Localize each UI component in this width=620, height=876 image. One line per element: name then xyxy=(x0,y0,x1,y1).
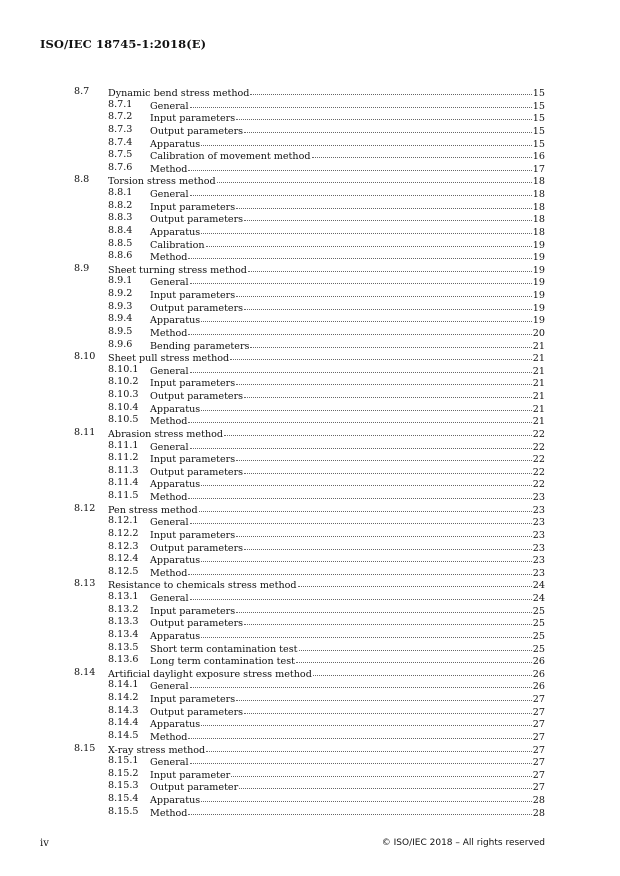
toc-entry-page: 21 xyxy=(532,378,545,390)
toc-entry-number: 8.12.3 xyxy=(108,540,139,552)
toc-entry-number: 8.9 xyxy=(74,262,90,274)
dot-leader xyxy=(298,577,532,587)
toc-entry-page: 25 xyxy=(532,605,545,617)
toc-entry-title: Output parameters xyxy=(150,302,244,314)
toc-entry-title: Input parameters xyxy=(150,454,236,466)
toc-entry-number: 8.14.1 xyxy=(108,679,139,691)
toc-entry-title: Method xyxy=(150,807,188,819)
toc-entry-title: General xyxy=(150,757,189,769)
toc-entry-title: Apparatus xyxy=(150,226,201,238)
toc-entry-number: 8.7.5 xyxy=(108,149,133,161)
toc-entry-title: Apparatus xyxy=(150,719,201,731)
toc-entry-number: 8.14.4 xyxy=(108,717,139,729)
toc-entry-title: Input parameter xyxy=(150,769,231,781)
toc-entry-page: 27 xyxy=(532,731,545,743)
toc-entry-title: Dynamic bend stress method xyxy=(108,88,250,99)
toc-entry-page: 18 xyxy=(532,189,545,200)
toc-entry-number: 8.13 xyxy=(74,578,96,590)
toc-entry-page: 21 xyxy=(532,403,545,415)
toc-entry-number: 8.8.6 xyxy=(108,250,133,262)
toc-entry-title: Method xyxy=(150,252,188,264)
toc-entry-title: General xyxy=(150,681,189,693)
dot-leader xyxy=(188,413,531,423)
toc-entry-page: 27 xyxy=(532,706,545,718)
toc-entry-title: Input parameters xyxy=(150,201,236,213)
toc-entry-page: 18 xyxy=(532,176,545,188)
toc-entry-number: 8.12.5 xyxy=(108,565,139,577)
dot-leader xyxy=(244,464,532,474)
toc-entry-number: 8.13.4 xyxy=(108,628,139,640)
toc-entry-number: 8.9.4 xyxy=(108,313,133,325)
dot-leader xyxy=(190,439,532,449)
toc-entry-page: 15 xyxy=(532,100,545,112)
dot-leader xyxy=(190,678,532,688)
dot-leader xyxy=(199,502,532,512)
toc-entry-page: 18 xyxy=(532,226,545,238)
toc-entry-title: Torsion stress method xyxy=(108,176,216,188)
toc-entry-number: 8.7.4 xyxy=(108,136,133,148)
toc-entry-title: General xyxy=(150,365,189,377)
toc-entry-title: Resistance to chemicals stress method xyxy=(108,580,297,592)
toc-entry-number: 8.12 xyxy=(74,502,96,514)
toc-entry-title: Short term contamination test xyxy=(150,643,298,655)
toc-entry-title: Bending parameters xyxy=(150,340,250,352)
toc-entry-title: Output parameters xyxy=(150,542,244,554)
toc-entry-number: 8.12.1 xyxy=(108,515,139,527)
toc-entry-number: 8.8.5 xyxy=(108,237,133,249)
toc-entry-title: General xyxy=(150,277,189,289)
toc-entry-title: General xyxy=(150,593,189,604)
toc-entry-page: 15 xyxy=(532,125,545,137)
toc-entry-title: Apparatus xyxy=(150,403,201,415)
dot-leader xyxy=(201,552,532,562)
toc-entry-title: General xyxy=(150,441,189,453)
dot-leader xyxy=(201,792,532,802)
toc-entry-number: 8.7 xyxy=(74,86,90,97)
toc-entry-page: 23 xyxy=(532,492,545,503)
toc-entry-page: 23 xyxy=(532,517,545,529)
dot-leader xyxy=(230,350,532,360)
dot-leader xyxy=(296,653,532,663)
toc-entry-page: 21 xyxy=(532,391,545,402)
toc-entry-title: Method xyxy=(150,567,188,579)
toc-entry-page: 25 xyxy=(532,630,545,642)
toc-entry-page: 19 xyxy=(532,277,545,289)
toc-entry-number: 8.11.2 xyxy=(108,452,139,464)
toc-entry-number: 8.12.4 xyxy=(108,553,139,565)
toc-entry-number: 8.14.3 xyxy=(108,704,139,716)
toc-entry-title: Artificial daylight exposure stress method xyxy=(108,668,312,680)
toc-entry-title: Input parameters xyxy=(150,605,236,617)
toc-entry-page: 22 xyxy=(532,428,545,440)
dot-leader xyxy=(239,779,532,789)
toc-entry-page: 19 xyxy=(532,264,545,276)
toc-entry-title: Apparatus xyxy=(150,630,201,642)
dot-leader xyxy=(190,514,532,524)
dot-leader xyxy=(206,237,532,247)
dot-leader xyxy=(190,98,532,108)
toc-entry-number: 8.10 xyxy=(74,351,96,363)
toc-entry-page: 22 xyxy=(532,454,545,466)
toc-entry-number: 8.14.5 xyxy=(108,729,139,741)
dot-leader xyxy=(217,173,532,183)
toc-entry-title: Abrasion stress method xyxy=(108,428,224,440)
toc-entry-number: 8.10.2 xyxy=(108,376,139,388)
toc-entry-page: 24 xyxy=(532,580,545,592)
toc-entry-title: Input parameters xyxy=(150,694,236,705)
toc-entry-title: Method xyxy=(150,416,188,428)
toc-entry-number: 8.9.1 xyxy=(108,275,133,287)
toc-entry-page: 16 xyxy=(532,151,545,163)
table-of-contents xyxy=(0,86,620,818)
toc-entry-number: 8.7.2 xyxy=(108,111,133,123)
toc-entry-page: 21 xyxy=(532,353,545,365)
toc-entry-number: 8.9.6 xyxy=(108,338,133,350)
toc-entry-title: Method xyxy=(150,327,188,339)
dot-leader xyxy=(236,287,532,297)
dot-leader xyxy=(244,300,532,310)
toc-entry-page: 27 xyxy=(532,757,545,769)
toc-entry-page: 21 xyxy=(532,416,545,428)
toc-entry-number: 8.10.1 xyxy=(108,363,139,375)
toc-entry-title: Input parameters xyxy=(150,378,236,390)
toc-entry-page: 24 xyxy=(532,593,545,604)
toc-entry-number: 8.9.5 xyxy=(108,325,133,337)
dot-leader xyxy=(201,401,532,411)
dot-leader xyxy=(190,363,532,373)
dot-leader xyxy=(244,388,532,398)
toc-entry-number: 8.15.2 xyxy=(108,767,139,779)
toc-entry-number: 8.14 xyxy=(74,666,96,678)
toc-entry-number: 8.11.5 xyxy=(108,490,139,501)
toc-entry-page: 19 xyxy=(532,302,545,314)
dot-leader xyxy=(248,262,532,272)
toc-entry-title: Output parameters xyxy=(150,706,244,718)
dot-leader xyxy=(190,590,532,600)
toc-entry-page: 28 xyxy=(532,807,545,819)
toc-entry-page: 21 xyxy=(532,365,545,377)
toc-entry-title: Method xyxy=(150,731,188,743)
toc-entry-number: 8.13.2 xyxy=(108,603,139,615)
toc-entry-number: 8.12.2 xyxy=(108,527,139,539)
toc-entry-page: 27 xyxy=(532,719,545,731)
toc-entry-title: Apparatus xyxy=(150,479,201,491)
toc-entry-page: 28 xyxy=(532,795,545,806)
dot-leader xyxy=(231,767,532,777)
toc-entry-number: 8.11 xyxy=(74,426,96,438)
toc-entry-page: 22 xyxy=(532,441,545,453)
dot-leader xyxy=(201,716,532,726)
toc-entry-number: 8.14.2 xyxy=(108,692,139,703)
dot-leader xyxy=(188,161,531,171)
document-id-header: ISO/IEC 18745-1:2018(E) xyxy=(40,37,207,51)
toc-entry-title: X-ray stress method xyxy=(108,744,206,756)
toc-entry-page: 26 xyxy=(532,668,545,680)
toc-entry-title: Apparatus xyxy=(150,795,201,806)
toc-entry-title: Output parameters xyxy=(150,125,244,137)
dot-leader xyxy=(190,186,532,196)
copyright-notice: © ISO/IEC 2018 – All rights reserved xyxy=(381,838,545,848)
toc-entry-title: Method xyxy=(150,163,188,175)
toc-entry-number: 8.9.3 xyxy=(108,300,133,312)
toc-entry-page: 21 xyxy=(532,340,545,352)
toc-entry-title: Input parameters xyxy=(150,290,236,301)
toc-entry[interactable] xyxy=(0,806,620,819)
page-number: iv xyxy=(40,838,49,849)
dot-leader xyxy=(188,249,531,259)
toc-entry-title: Output parameter xyxy=(150,782,239,794)
toc-entry-title: Input parameters xyxy=(150,529,236,541)
toc-entry-page: 22 xyxy=(532,466,545,478)
toc-entry-number: 8.11.4 xyxy=(108,477,139,489)
toc-entry-title: General xyxy=(150,517,189,529)
toc-entry-number: 8.15 xyxy=(74,742,96,754)
toc-entry-number: 8.13.5 xyxy=(108,641,139,653)
toc-entry-title: Apparatus xyxy=(150,315,201,327)
dot-leader xyxy=(236,603,532,613)
toc-entry-number: 8.11.1 xyxy=(108,439,139,451)
dot-leader xyxy=(188,729,531,739)
toc-entry-title: General xyxy=(150,189,189,200)
toc-entry-page: 20 xyxy=(532,327,545,339)
toc-entry-number: 8.10.3 xyxy=(108,389,139,400)
toc-entry-title: Apparatus xyxy=(150,138,201,150)
toc-entry-title: Calibration of movement method xyxy=(150,151,311,163)
toc-entry-page: 22 xyxy=(532,479,545,491)
toc-entry-page: 18 xyxy=(532,214,545,226)
dot-leader xyxy=(244,540,532,550)
toc-entry-title: Output parameters xyxy=(150,466,244,478)
toc-entry-number: 8.10.5 xyxy=(108,414,139,426)
toc-entry-number: 8.9.2 xyxy=(108,288,133,299)
toc-entry-page: 27 xyxy=(532,694,545,705)
toc-entry-title: General xyxy=(150,100,189,112)
toc-entry-page: 26 xyxy=(532,656,545,668)
toc-entry-page: 19 xyxy=(532,239,545,251)
dot-leader xyxy=(188,805,531,815)
toc-entry-number: 8.13.6 xyxy=(108,654,139,666)
dot-leader xyxy=(206,742,532,752)
toc-entry-page: 23 xyxy=(532,504,545,516)
toc-entry-page: 27 xyxy=(532,744,545,756)
toc-entry-page: 23 xyxy=(532,529,545,541)
toc-entry-title: Pen stress method xyxy=(108,504,198,516)
dot-leader xyxy=(188,325,531,335)
dot-leader xyxy=(201,476,532,486)
toc-entry-number: 8.8 xyxy=(74,174,90,186)
toc-entry-number: 8.7.3 xyxy=(108,123,133,135)
toc-entry-page: 18 xyxy=(532,201,545,213)
dot-leader xyxy=(244,123,532,133)
toc-entry-page: 19 xyxy=(532,252,545,264)
dot-leader xyxy=(244,615,532,625)
toc-entry-page: 15 xyxy=(532,113,545,125)
dot-leader xyxy=(244,211,532,221)
toc-entry-number: 8.15.3 xyxy=(108,780,139,792)
dot-leader xyxy=(236,451,532,461)
dot-leader xyxy=(236,199,532,209)
toc-entry-page: 23 xyxy=(532,555,545,567)
dot-leader xyxy=(190,754,532,764)
dot-leader xyxy=(236,691,532,701)
toc-entry-page: 15 xyxy=(532,138,545,150)
dot-leader xyxy=(250,85,531,95)
toc-entry-number: 8.8.4 xyxy=(108,224,133,236)
toc-entry-title: Sheet turning stress method xyxy=(108,264,247,276)
toc-entry-page: 27 xyxy=(532,782,545,794)
toc-entry-number: 8.8.2 xyxy=(108,199,133,211)
toc-entry-page: 19 xyxy=(532,290,545,301)
dot-leader xyxy=(236,110,532,120)
toc-entry-page: 25 xyxy=(532,618,545,630)
dot-leader xyxy=(244,704,532,714)
dot-leader xyxy=(201,136,532,146)
toc-entry-title: Calibration xyxy=(150,239,205,251)
toc-entry-page: 27 xyxy=(532,769,545,781)
toc-entry-number: 8.13.1 xyxy=(108,591,139,602)
dot-leader xyxy=(201,224,532,234)
dot-leader xyxy=(250,338,531,348)
toc-entry-number: 8.15.4 xyxy=(108,793,139,804)
toc-entry-number: 8.15.5 xyxy=(108,805,139,817)
dot-leader xyxy=(224,426,532,436)
toc-entry-page: 19 xyxy=(532,315,545,327)
toc-entry-title: Long term contamination test xyxy=(150,656,295,668)
toc-entry-number: 8.8.3 xyxy=(108,212,133,224)
toc-entry-title: Output parameters xyxy=(150,214,244,226)
dot-leader xyxy=(190,274,532,284)
toc-entry-page: 17 xyxy=(532,163,545,175)
toc-entry-number: 8.13.3 xyxy=(108,616,139,628)
toc-entry-title: Sheet pull stress method xyxy=(108,353,230,365)
toc-entry-title: Apparatus xyxy=(150,555,201,567)
dot-leader xyxy=(236,375,532,385)
toc-entry-title: Input parameters xyxy=(150,113,236,125)
toc-entry-number: 8.8.1 xyxy=(108,187,133,198)
toc-entry-title: Method xyxy=(150,492,188,503)
dot-leader xyxy=(312,148,532,158)
dot-leader xyxy=(201,312,532,322)
dot-leader xyxy=(299,641,532,651)
dot-leader xyxy=(313,666,532,676)
dot-leader xyxy=(188,489,531,499)
toc-entry-page: 23 xyxy=(532,542,545,554)
toc-entry-page: 25 xyxy=(532,643,545,655)
dot-leader xyxy=(236,527,532,537)
toc-entry-page: 15 xyxy=(532,88,545,99)
toc-entry-number: 8.11.3 xyxy=(108,464,139,476)
dot-leader xyxy=(188,565,531,575)
toc-entry-title: Output parameters xyxy=(150,618,244,630)
toc-entry-number: 8.10.4 xyxy=(108,401,139,413)
toc-entry-number: 8.15.1 xyxy=(108,755,139,767)
toc-entry-number: 8.7.1 xyxy=(108,98,133,110)
dot-leader xyxy=(201,628,532,638)
toc-entry-title: Output parameters xyxy=(150,391,244,402)
toc-entry-page: 23 xyxy=(532,567,545,579)
toc-entry-number: 8.7.6 xyxy=(108,161,133,173)
toc-entry-page: 26 xyxy=(532,681,545,693)
